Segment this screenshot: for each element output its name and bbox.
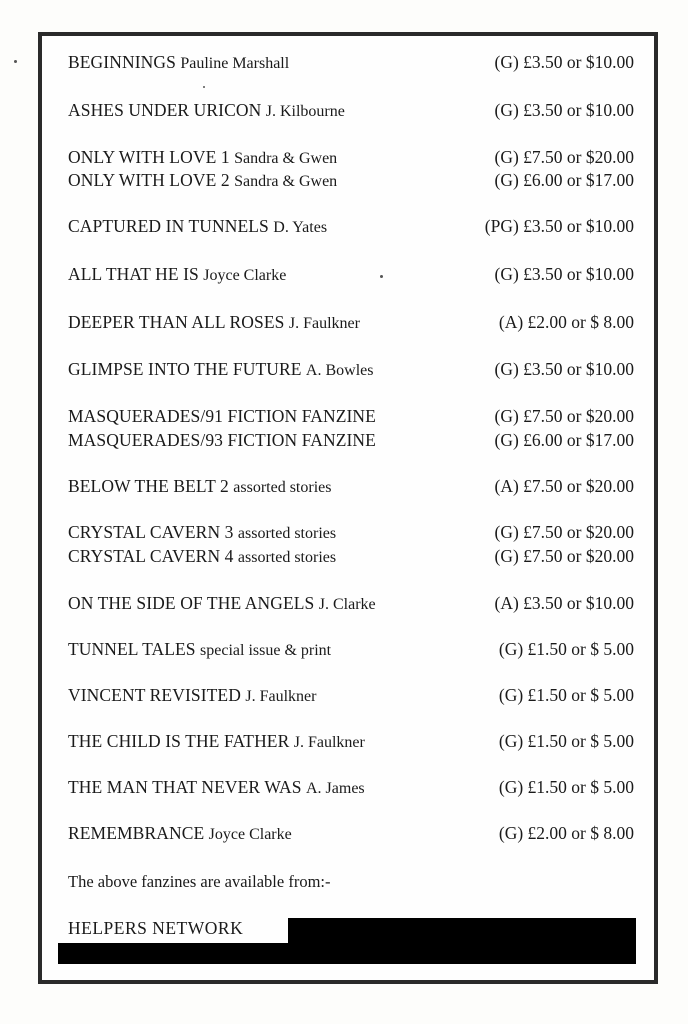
fanzine-title: DEEPER THAN ALL ROSES — [68, 312, 285, 332]
fanzine-title: MASQUERADES/93 FICTION FANZINE — [68, 430, 376, 450]
list-item — [68, 404, 634, 428]
fanzine-title: ONLY WITH LOVE 2 — [68, 170, 230, 190]
fanzine-title: MASQUERADES/91 FICTION FANZINE — [68, 406, 376, 426]
fanzine-title: ON THE SIDE OF THE ANGELS — [68, 593, 315, 613]
list-item — [68, 357, 634, 381]
fanzine-title: BELOW THE BELT 2 — [68, 476, 229, 496]
fanzine-price: (G) £1.50 or $ 5.00 — [498, 639, 634, 659]
fanzine-author: J. Faulkner — [245, 688, 317, 705]
fanzine-author: J. Faulkner — [288, 315, 360, 332]
fanzine-title: GLIMPSE INTO THE FUTURE — [68, 359, 302, 379]
fanzine-price: (G) £6.00 or $17.00 — [494, 430, 634, 450]
fanzine-price: (G) £7.50 or $20.00 — [494, 522, 634, 542]
list-item — [68, 310, 634, 334]
fanzine-title: TUNNEL TALES — [68, 639, 196, 659]
fanzine-author: Pauline Marshall — [180, 55, 290, 72]
list-item — [68, 98, 634, 122]
fanzine-title: CAPTURED IN TUNNELS — [68, 216, 269, 236]
list-item — [68, 775, 634, 799]
fanzine-price: (PG) £3.50 or $10.00 — [484, 216, 634, 236]
fanzine-author: A. Bowles — [305, 362, 374, 379]
fanzine-author: special issue & print — [200, 642, 332, 659]
fanzine-author: Joyce Clarke — [203, 267, 287, 284]
fanzine-author: Sandra & Gwen — [234, 150, 338, 167]
fanzine-title: VINCENT REVISITED — [68, 685, 241, 705]
fanzine-price: (G) £3.50 or $10.00 — [494, 100, 634, 120]
scan-speck — [380, 275, 383, 278]
fanzine-author: Sandra & Gwen — [234, 173, 338, 190]
fanzine-author: assorted stories — [233, 479, 332, 496]
fanzine-title: ALL THAT HE IS — [68, 264, 199, 284]
redaction-bar-lower — [58, 943, 636, 964]
fanzine-title: ONLY WITH LOVE 1 — [68, 147, 230, 167]
list-item — [68, 168, 634, 192]
fanzine-price: (G) £7.50 or $20.00 — [494, 546, 634, 566]
availability-note: The above fanzines are available from:- — [68, 872, 331, 891]
list-item — [68, 544, 634, 568]
fanzine-author: assorted stories — [237, 525, 337, 542]
fanzine-price: (G) £7.50 or $20.00 — [494, 406, 634, 426]
fanzine-price: (G) £3.50 or $10.00 — [494, 264, 634, 284]
list-item — [68, 520, 634, 544]
list-item — [68, 428, 634, 452]
fanzine-price: (G) £1.50 or $ 5.00 — [498, 777, 634, 797]
list-item — [68, 729, 634, 753]
fanzine-author: J. Kilbourne — [265, 103, 345, 120]
fanzine-author: Joyce Clarke — [208, 826, 292, 843]
fanzine-title: ASHES UNDER URICON — [68, 100, 262, 120]
list-item — [68, 821, 634, 845]
fanzine-author: D. Yates — [273, 219, 328, 236]
fanzine-price: (G) £3.50 or $10.00 — [494, 52, 634, 72]
fanzine-price: (G) £3.50 or $10.00 — [494, 359, 634, 379]
fanzine-price: (G) £6.00 or $17.00 — [494, 170, 634, 190]
list-item — [68, 474, 634, 498]
fanzine-author: J. Faulkner — [293, 734, 365, 751]
contact-name: HELPERS NETWORK — [68, 918, 244, 938]
list-item — [68, 591, 634, 615]
fanzine-title: THE CHILD IS THE FATHER — [68, 731, 290, 751]
scan-speck — [14, 60, 17, 63]
fanzine-author: J. Clarke — [318, 596, 376, 613]
list-item — [68, 637, 634, 661]
scan-speck — [203, 86, 205, 88]
fanzine-author: A. James — [305, 780, 365, 797]
list-item — [68, 50, 634, 74]
fanzine-title: CRYSTAL CAVERN 4 — [68, 546, 234, 566]
fanzine-price: (A) £2.00 or $ 8.00 — [498, 312, 634, 332]
fanzine-price: (G) £7.50 or $20.00 — [494, 147, 634, 167]
fanzine-title: THE MAN THAT NEVER WAS — [68, 777, 302, 797]
redaction-bar — [288, 918, 636, 946]
fanzine-price: (G) £1.50 or $ 5.00 — [498, 731, 634, 751]
fanzine-price: (G) £1.50 or $ 5.00 — [498, 685, 634, 705]
list-item — [68, 262, 634, 286]
fanzine-author: assorted stories — [237, 549, 337, 566]
fanzine-title: BEGINNINGS — [68, 52, 176, 72]
fanzine-price: (G) £2.00 or $ 8.00 — [498, 823, 634, 843]
fanzine-title: CRYSTAL CAVERN 3 — [68, 522, 234, 542]
fanzine-title: REMEMBRANCE — [68, 823, 205, 843]
fanzine-price: (A) £3.50 or $10.00 — [494, 593, 634, 613]
list-item — [68, 214, 634, 238]
fanzine-price: (A) £7.50 or $20.00 — [494, 476, 634, 496]
list-item — [68, 145, 634, 169]
list-item — [68, 683, 634, 707]
